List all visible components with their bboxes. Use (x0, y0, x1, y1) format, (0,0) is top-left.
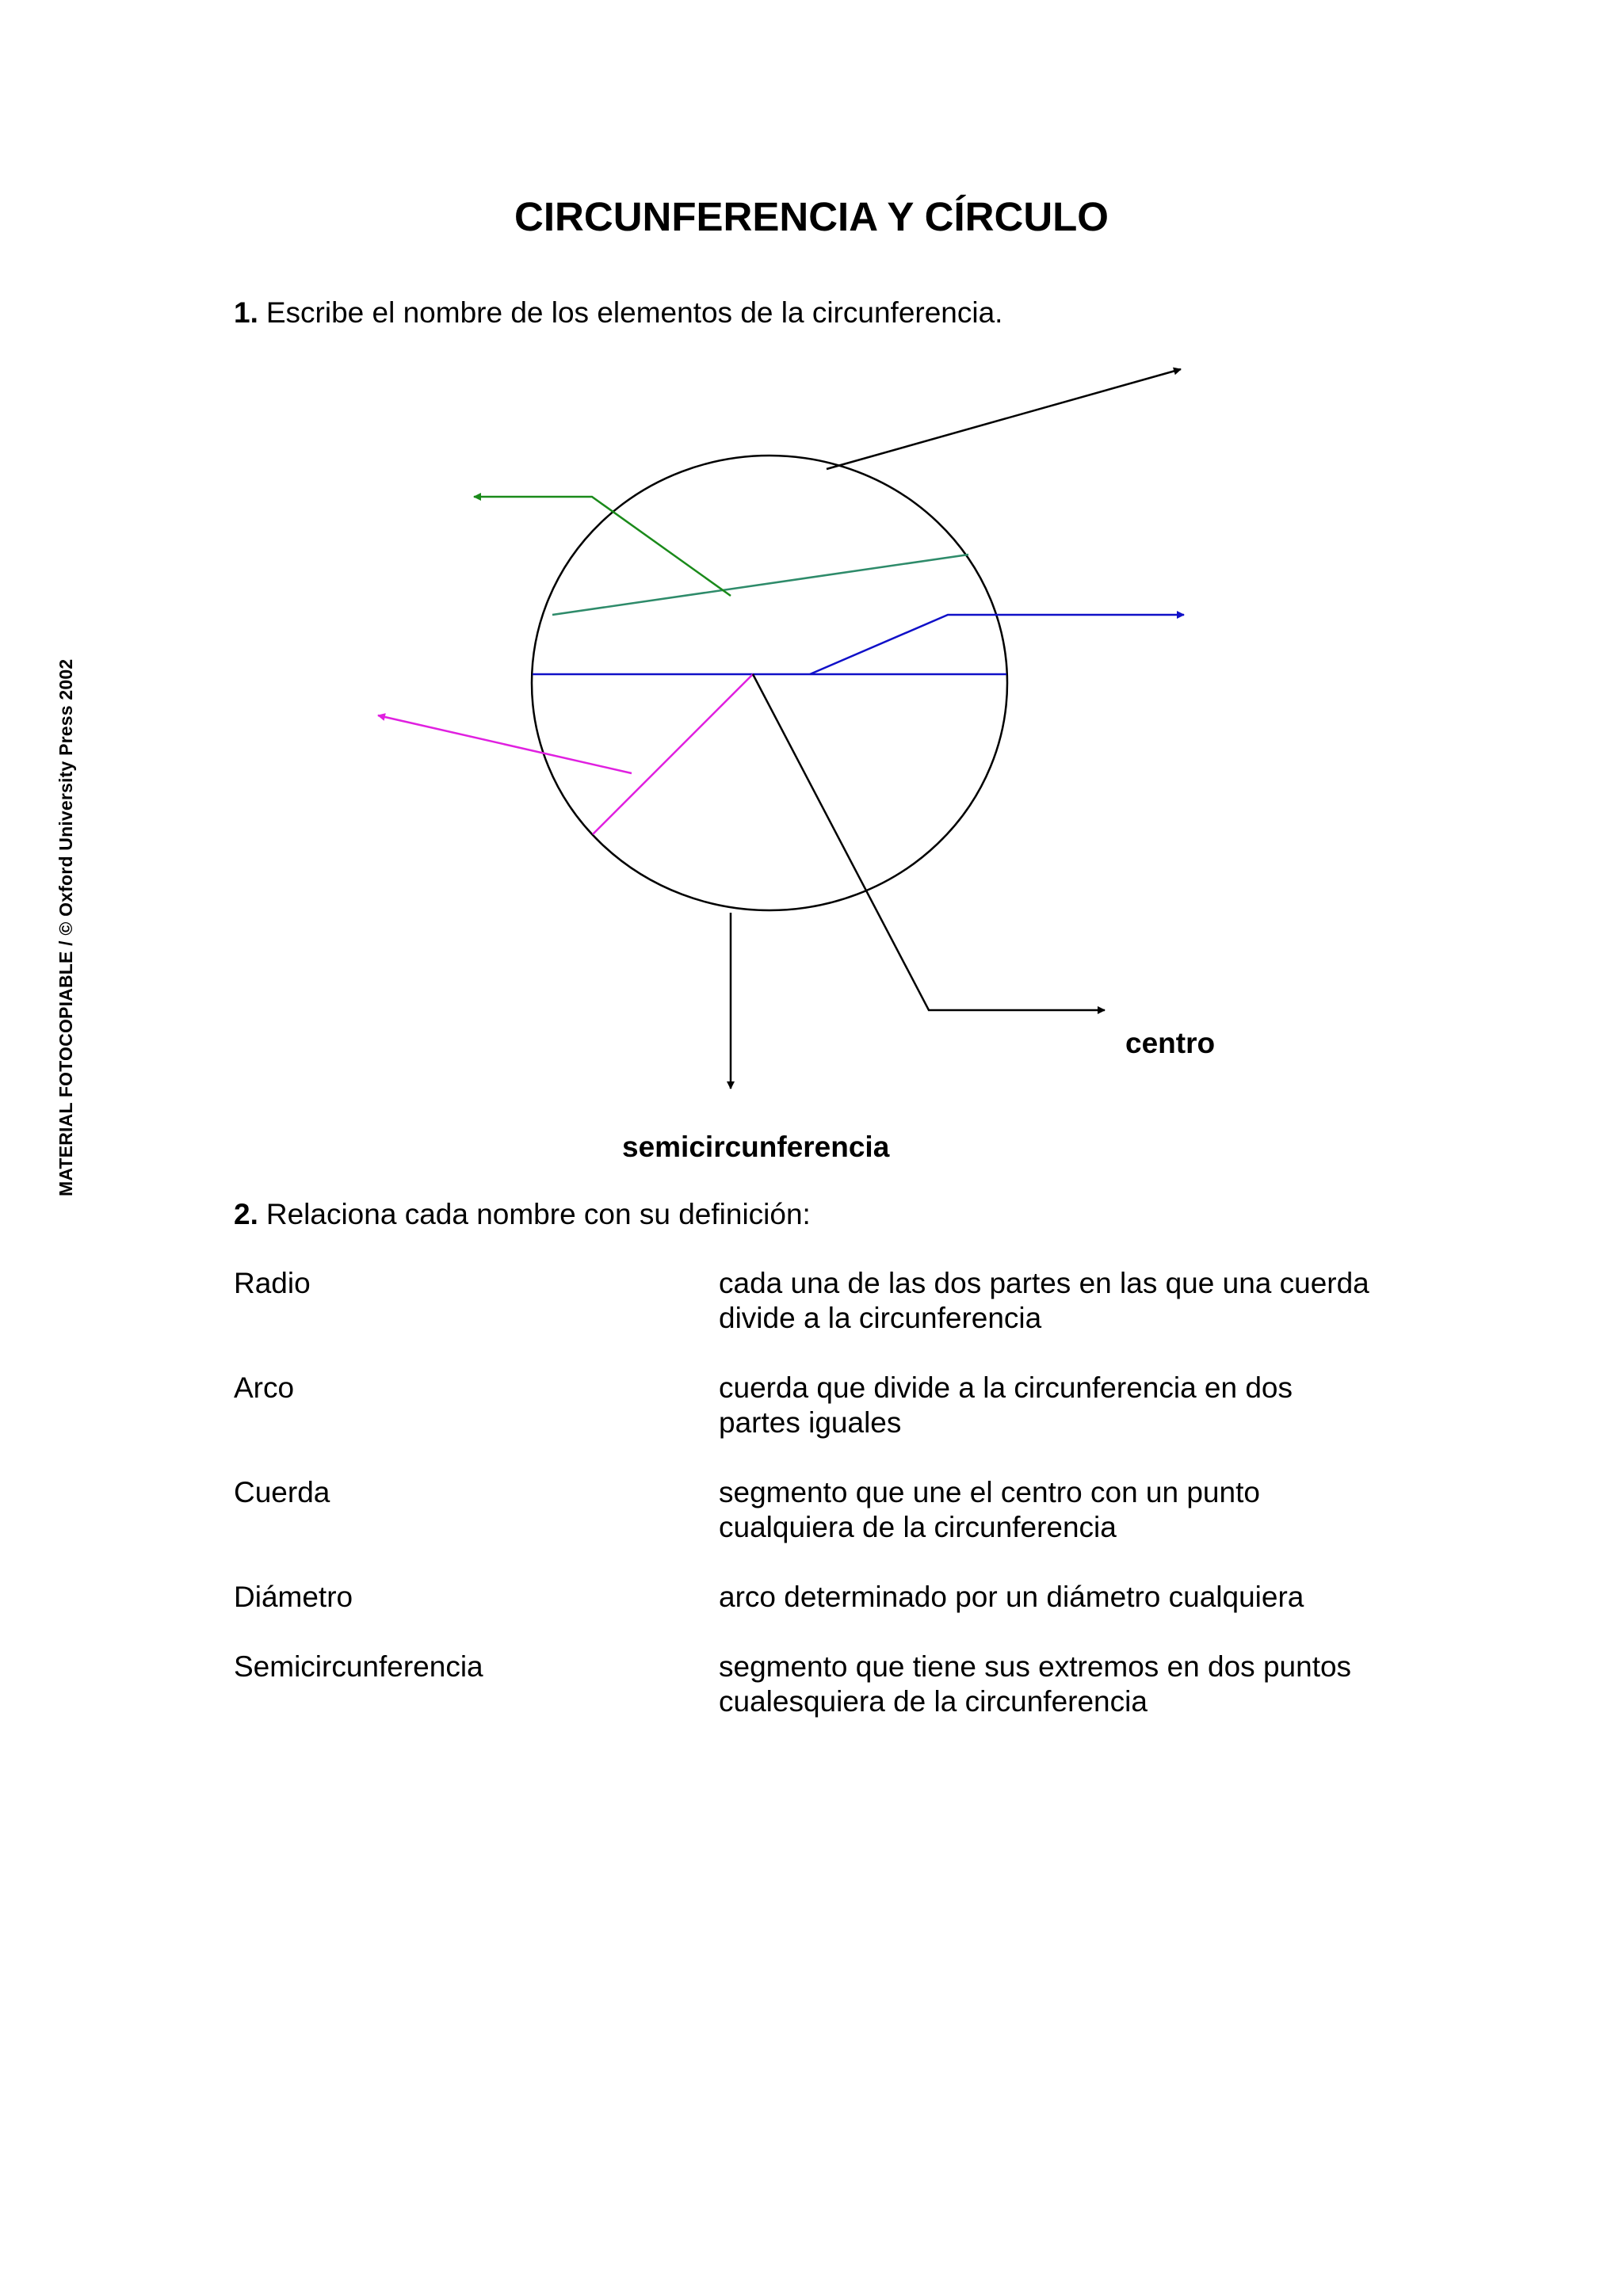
question-2-number: 2. (234, 1198, 258, 1230)
definition-line: cuerda que divide a la circunferencia en dos (719, 1371, 1293, 1404)
definition-2 (719, 1371, 1432, 1475)
definition-line: cualesquiera de la circunferencia (719, 1685, 1148, 1718)
definition-line: segmento que tiene sus extremos en dos puntos (719, 1650, 1352, 1683)
centro-pointer-arrow (753, 674, 1105, 1010)
definition-line: cualquiera de la circunferencia (719, 1511, 1117, 1543)
radio-pointer-arrow (378, 715, 632, 773)
definition-line: cada una de las dos partes en las que una cuerda (719, 1267, 1369, 1299)
question-2 (234, 1198, 811, 1231)
definition-4 (719, 1580, 1432, 1650)
term-diametro: Diámetro (234, 1581, 353, 1613)
matching-row (234, 1580, 1470, 1650)
definition-3 (719, 1475, 1432, 1580)
term-radio: Radio (234, 1267, 311, 1299)
matching-row (234, 1650, 1470, 1754)
matching-row (234, 1371, 1470, 1475)
definition-line: partes iguales (719, 1406, 902, 1439)
radio-line (593, 674, 753, 834)
centro-label: centro (1125, 1027, 1216, 1059)
copyright-side-note: MATERIAL FOTOCOPIABLE / © Oxford University Press 2002 (55, 658, 76, 1196)
matching-row (234, 1475, 1470, 1580)
definition-line: segmento que une el centro con un punto (719, 1476, 1260, 1508)
question-2-text: Relaciona cada nombre con su definición: (265, 1198, 811, 1230)
definition-1 (719, 1266, 1432, 1371)
question-1-text: Escribe el nombre de los elementos de la circunferencia. (265, 296, 1003, 329)
definition-line: arco determinado por un diámetro cualquiera (719, 1581, 1304, 1613)
diametro-pointer-arrow (810, 615, 1184, 674)
page-title: CIRCUNFERENCIA Y CÍRCULO (514, 194, 1109, 239)
semicircunferencia-label: semicircunferencia (622, 1131, 890, 1163)
term-arco: Arco (234, 1371, 295, 1404)
question-1-number: 1. (234, 296, 258, 329)
matching-row (234, 1266, 1470, 1371)
definition-line: divide a la circunferencia (719, 1302, 1042, 1334)
term-semicircunferencia: Semicircunferencia (234, 1650, 483, 1683)
circumference (532, 456, 1007, 910)
cuerda-pointer-arrow (474, 497, 731, 596)
matching-table (234, 1266, 1470, 1754)
cuerda-line (552, 555, 968, 615)
term-cuerda: Cuerda (234, 1476, 330, 1508)
arco-pointer-arrow (827, 369, 1181, 469)
definition-5 (719, 1650, 1432, 1754)
